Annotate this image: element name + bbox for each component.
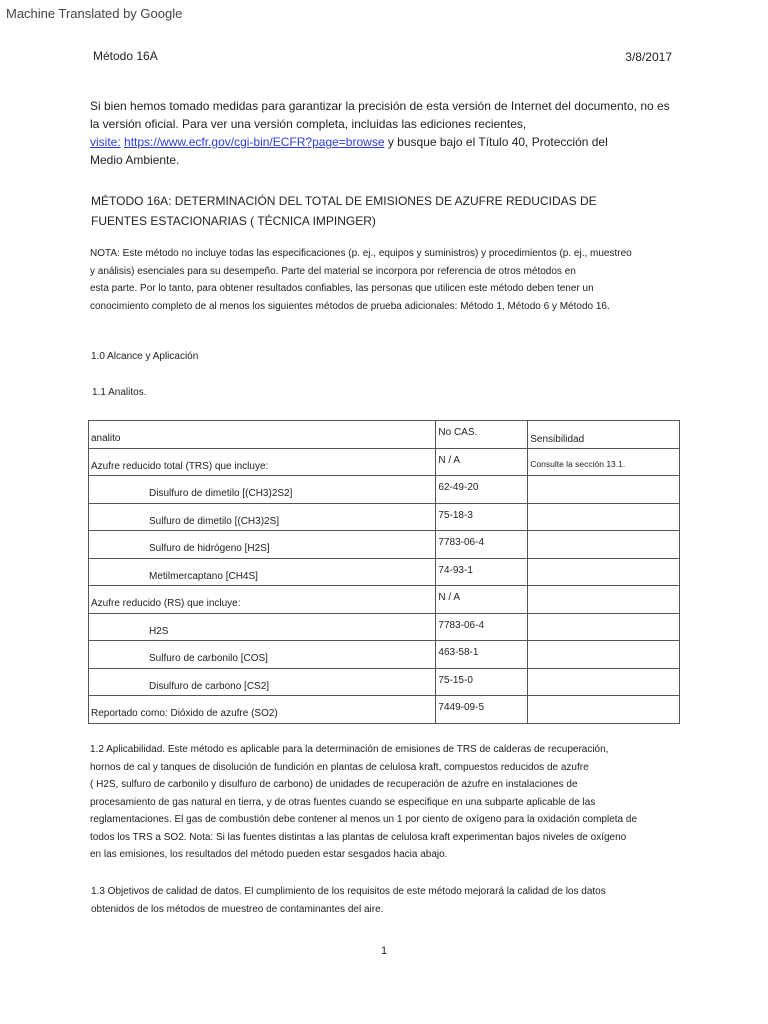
sensitivity-cell: Consulte la sección 13.1. [528, 448, 680, 476]
analyte-cell: Sulfuro de carbonilo [COS] [89, 641, 436, 669]
cas-cell: 7783-06-4 [436, 613, 528, 641]
section-1-2-paragraph [90, 741, 690, 864]
sensitivity-cell [528, 531, 680, 559]
table-row [89, 696, 680, 724]
nota-line: esta parte. Por lo tanto, para obtener resultados confiables, las personas que utilicen este método deben tener un [90, 283, 594, 294]
cas-cell: 463-58-1 [436, 641, 528, 669]
nota-paragraph [90, 245, 690, 315]
method-heading [91, 191, 691, 231]
notice-line-1: Si bien hemos tomado medidas para garantizar la precisión de esta versión de Internet del documento, no es [90, 99, 670, 113]
document-date: 3/8/2017 [625, 50, 672, 64]
analyte-cell: Sulfuro de dimetilo [(CH3)2S] [89, 503, 436, 531]
section-1-2-line: reglamentaciones. El gas de combustión debe contener al menos un 1 por ciento de oxígeno para la oxidación completa de [90, 814, 638, 825]
sensitivity-cell [528, 558, 680, 586]
visit-label: visite: [90, 135, 121, 149]
official-version-notice [90, 97, 680, 169]
notice-line-4: Medio Ambiente. [90, 153, 180, 167]
notice-line-2: la versión oficial. Para ver una versión completa, incluidas las ediciones recientes, [90, 117, 527, 131]
heading-line-1: MÉTODO 16A: DETERMINACIÓN DEL TOTAL DE EMISIONES DE AZUFRE REDUCIDAS DE [91, 194, 597, 208]
cas-cell: N / A [436, 586, 528, 614]
nota-line: NOTA: Este método no incluye todas las especificaciones (p. ej., equipos y suministros) y procedimientos (p. ej., muestreo [90, 248, 632, 259]
analyte-cell: Disulfuro de carbono [CS2] [89, 668, 436, 696]
notice-line-3 [90, 133, 680, 151]
cas-cell: 74-93-1 [436, 558, 528, 586]
table-row [89, 448, 680, 476]
table-header-row [89, 421, 680, 449]
analyte-cell: Reportado como: Dióxido de azufre (SO2) [89, 696, 436, 724]
section-1-2-line: hornos de cal y tanques de disolución de fundición en plantas de celulosa kraft, compuestos reducidos de azufre [90, 761, 589, 773]
table-row [89, 613, 680, 641]
header-cell-sensibilidad: Sensibilidad [528, 421, 680, 449]
section-1-2-line: 1.2 Aplicabilidad. Este método es aplicable para la determinación de emisiones de TRS de calderas de recuperación, [90, 744, 609, 755]
document-title: Método 16A [93, 49, 158, 63]
cas-cell: 75-15-0 [436, 668, 528, 696]
analyte-cell: Sulfuro de hidrógeno [H2S] [89, 531, 436, 559]
analyte-cell: Metilmercaptano [CH4S] [89, 558, 436, 586]
heading-line-2: FUENTES ESTACIONARIAS ( TÉCNICA IMPINGER) [91, 214, 376, 228]
sensitivity-cell [528, 503, 680, 531]
section-1-0-heading: 1.0 Alcance y Aplicación [91, 351, 199, 362]
section-1-3-line: obtenidos de los métodos de muestreo de contaminantes del aire. [91, 903, 384, 915]
table-row [89, 668, 680, 696]
cas-cell: 62-49-20 [436, 476, 528, 504]
section-1-3-paragraph [91, 883, 691, 918]
translation-banner: Machine Translated by Google [6, 6, 183, 21]
sensitivity-cell [528, 641, 680, 669]
table-row [89, 503, 680, 531]
sensitivity-cell [528, 613, 680, 641]
cas-cell: 7783-06-4 [436, 531, 528, 559]
nota-line: y análisis) esenciales para su desempeño. Parte del material se incorpora por referencia de otros métodos en [90, 265, 576, 277]
sensitivity-cell [528, 476, 680, 504]
analyte-cell: Azufre reducido (RS) que incluye: [89, 586, 436, 614]
sensitivity-cell [528, 668, 680, 696]
header-cell-analito: analito [89, 421, 436, 449]
section-1-1-heading: 1.1 Analitos. [92, 387, 147, 398]
page-number: 1 [381, 945, 388, 957]
section-1-3-line: 1.3 Objetivos de calidad de datos. El cumplimiento de los requisitos de este método mejorará la calidad de los datos [91, 886, 606, 897]
cas-cell: 7449-09-5 [436, 696, 528, 724]
cas-cell: 75-18-3 [436, 503, 528, 531]
cas-cell: N / A [436, 448, 528, 476]
sensitivity-cell [528, 696, 680, 724]
analytes-table [88, 420, 680, 724]
section-1-2-line: todos los TRS a SO2. Nota: Si las fuentes distintas a las plantas de celulosa kraft experimentan bajos niveles de oxígeno [90, 831, 627, 843]
table-row [89, 641, 680, 669]
analyte-cell: H2S [89, 613, 436, 641]
table-row [89, 476, 680, 504]
section-1-2-line: en las emisiones, los resultados del método pueden estar sesgados hacia abajo. [90, 849, 448, 860]
section-1-2-line: procesamiento de gas natural en tierra, y de otras fuentes cuando se especifique en una subparte aplicable de las [90, 796, 596, 808]
table-row [89, 558, 680, 586]
section-1-2-line: ( H2S, sulfuro de carbonilo y disulfuro de carbono) de unidades de recuperación de azufre en instalaciones de [90, 779, 578, 790]
notice-after-link: y busque bajo el Título 40, Protección del [387, 135, 608, 149]
nota-line: conocimiento completo de al menos los siguientes métodos de prueba adicionales: Método 1, Método 6 y Método 16. [90, 300, 610, 312]
header-cell-cas: No CAS. [436, 421, 528, 449]
ecfr-link[interactable]: https://www.ecfr.gov/cgi-bin/ECFR?page=browse [124, 135, 385, 149]
analyte-cell: Disulfuro de dimetilo [(CH3)2S2] [89, 476, 436, 504]
analyte-cell: Azufre reducido total (TRS) que incluye: [89, 448, 436, 476]
table-row [89, 531, 680, 559]
sensitivity-cell [528, 586, 680, 614]
table-row [89, 586, 680, 614]
